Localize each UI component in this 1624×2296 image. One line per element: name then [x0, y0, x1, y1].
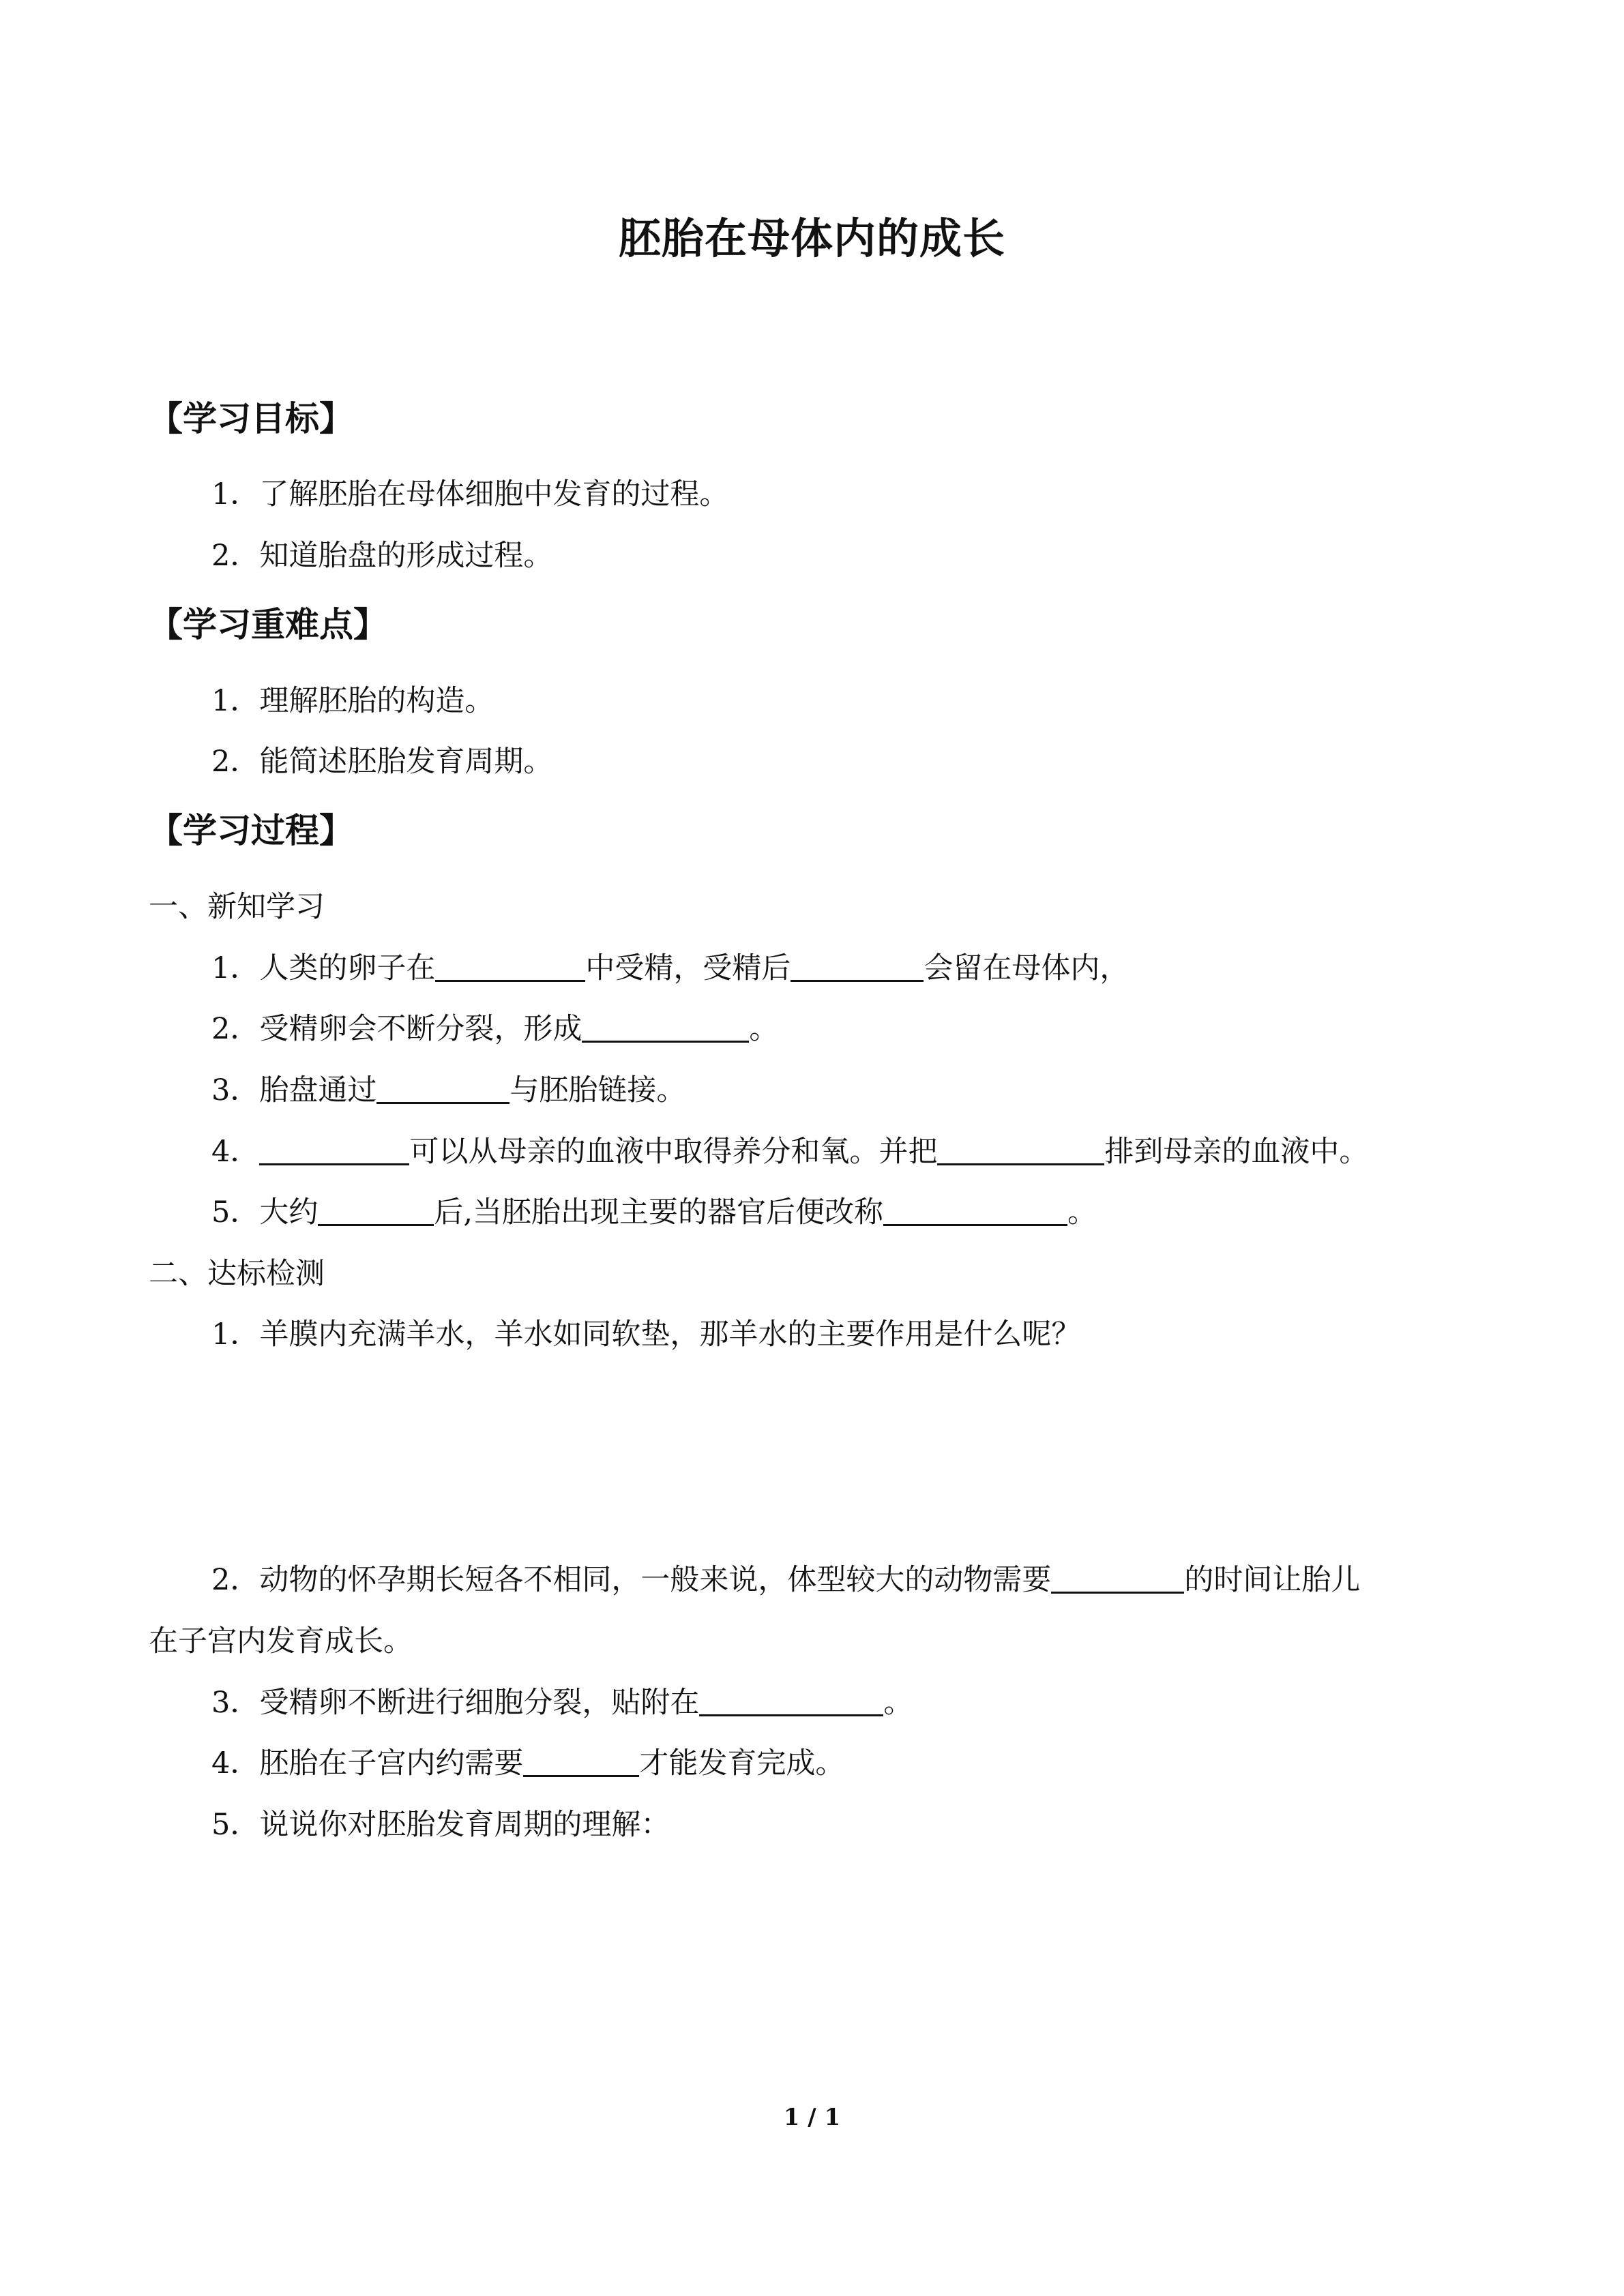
- goal-item-2: 2．知道胎盘的形成过程。: [211, 539, 553, 573]
- q1-text-c: 会留在母体内，: [924, 951, 1130, 985]
- key-point-item-1: 1．理解胚胎的构造。: [211, 684, 494, 718]
- fill-blank[interactable]: [582, 1013, 749, 1043]
- part2-question-2: [211, 1563, 1360, 1598]
- q1-text-b: 中受精，受精后: [585, 951, 791, 985]
- fill-blank[interactable]: [435, 953, 585, 982]
- section-heading-process: 【学习过程】: [149, 811, 353, 850]
- part1-question-5: [211, 1195, 1097, 1231]
- q3-text-a: 3．胎盘通过: [211, 1073, 377, 1107]
- part2-question-5: 5．说说你对胚胎发育周期的理解：: [211, 1808, 670, 1842]
- q4-text-a: 4．: [211, 1135, 260, 1169]
- q2-text-b: 。: [749, 1012, 779, 1046]
- q1-text-a: 1．人类的卵子在: [211, 951, 436, 985]
- q5-text-b: 后,当胚胎出现主要的器官后便改称: [434, 1195, 884, 1229]
- part1-question-2: [211, 1012, 778, 1047]
- fill-blank[interactable]: [883, 1197, 1067, 1226]
- fill-blank[interactable]: [523, 1748, 639, 1777]
- p2q2-text-b: 的时间让胎儿: [1184, 1563, 1361, 1597]
- part2-question-1: 1．羊膜内充满羊水，羊水如同软垫，那羊水的主要作用是什么呢？: [211, 1317, 1081, 1352]
- p2q4-text-b: 才能发育完成。: [639, 1746, 845, 1780]
- goal-item-1: 1．了解胚胎在母体细胞中发育的过程。: [211, 477, 729, 511]
- p2q3-text-a: 3．受精卵不断进行细胞分裂，贴附在: [211, 1686, 700, 1720]
- page-title: 胚胎在母体内的成长: [618, 213, 1005, 263]
- part1-question-4: [211, 1135, 1368, 1170]
- fill-blank[interactable]: [259, 1136, 409, 1165]
- fill-blank[interactable]: [318, 1197, 434, 1226]
- q5-text-c: 。: [1067, 1195, 1097, 1229]
- key-point-item-2: 2．能简述胚胎发育周期。: [211, 745, 553, 779]
- q3-text-b: 与胚胎链接。: [510, 1073, 686, 1107]
- part2-question-3: [211, 1686, 913, 1721]
- q5-text-a: 5．大约: [211, 1195, 319, 1229]
- q4-text-b: 可以从母亲的血液中取得养分和氧。并把: [409, 1135, 938, 1169]
- p2q3-text-b: 。: [883, 1686, 913, 1720]
- part2-question-2-continued: 在子宫内发育成长。: [149, 1624, 413, 1658]
- fill-blank[interactable]: [1051, 1564, 1184, 1594]
- q4-text-c: 排到母亲的血液中。: [1104, 1135, 1369, 1169]
- page-number: 1 / 1: [783, 2104, 841, 2131]
- part1-heading: 一、新知学习: [149, 890, 325, 924]
- fill-blank[interactable]: [699, 1687, 883, 1716]
- section-heading-goals: 【学习目标】: [149, 399, 353, 438]
- part2-question-4: [211, 1746, 844, 1782]
- part2-heading: 二、达标检测: [149, 1257, 325, 1291]
- fill-blank[interactable]: [937, 1136, 1104, 1165]
- p2q2-text-a: 2．动物的怀孕期长短各不相同，一般来说，体型较大的动物需要: [211, 1563, 1052, 1597]
- fill-blank[interactable]: [791, 953, 924, 982]
- section-heading-key-points: 【学习重难点】: [149, 605, 387, 644]
- q2-text-a: 2．受精卵会不断分裂，形成: [211, 1012, 582, 1046]
- p2q4-text-a: 4．胚胎在子宫内约需要: [211, 1746, 524, 1780]
- fill-blank[interactable]: [377, 1075, 510, 1104]
- part1-question-3: [211, 1073, 685, 1109]
- part1-question-1: [211, 951, 1129, 987]
